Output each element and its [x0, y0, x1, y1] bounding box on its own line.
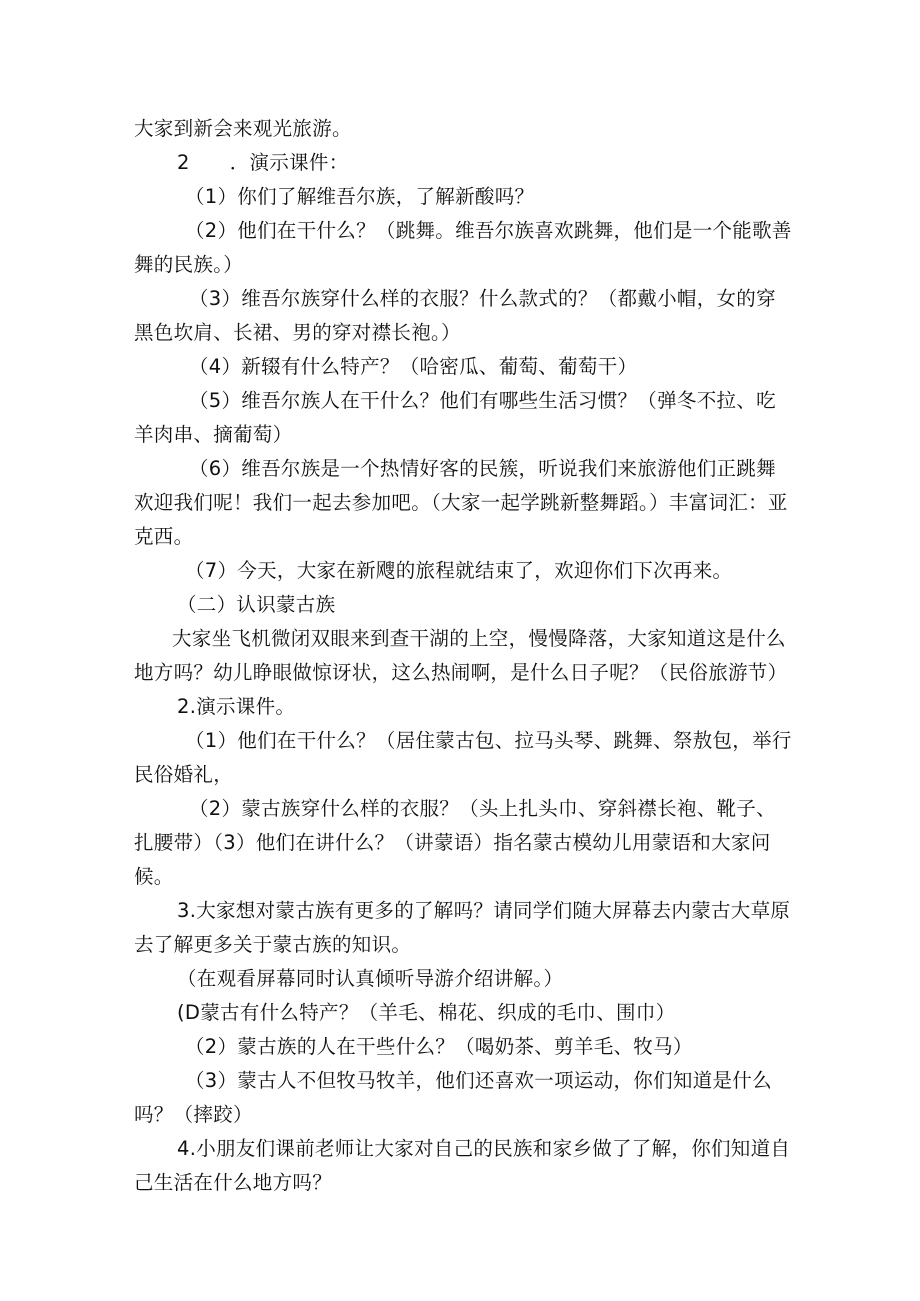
paragraph: 2.演示课件。 — [177, 695, 296, 718]
paragraph: （2）蒙古族的人在干些什么？（喝奶茶、剪羊毛、牧马） — [185, 1035, 693, 1058]
paragraph: （6）维吾尔族是一个热情好客的民簇，听说我们来旅游他们正跳舞欢迎我们呢！我们一起去参加吧。（大家一起学跳新整舞蹈。）丰富词汇：亚克西。 — [134, 457, 788, 548]
paragraph: （在观看屏幕同时认真倾听导游介绍讲解。） — [177, 967, 564, 990]
paragraph: （5）维吾尔族人在干什么？他们有哪些生活习惯？（弹冬不拉、吃羊肉串、摘葡萄） — [134, 389, 776, 446]
list-number: 2 — [177, 151, 190, 174]
paragraph: （4）新辍有什么特产？（哈密瓜、葡萄、葡萄干） — [189, 355, 638, 378]
paragraph: （2）蒙古族穿什么样的衣服？（头上扎头巾、穿斜襟长袍、靴子、扎腰带）（3）他们在讲什么？（讲蒙语）指名蒙古模幼儿用蒙语和大家问候。 — [134, 797, 776, 888]
paragraph: （1）他们在干什么？（居住蒙古包、拉马头琴、跳舞、祭敖包，举行民俗婚礼， — [134, 729, 792, 786]
paragraph: （3）维吾尔族穿什么样的衣服？什么款式的？（都戴小帽，女的穿黑色坎肩、长裙、男的穿对襟长袍。） — [134, 287, 776, 344]
paragraph: 大家到新会来观光旅游。 — [134, 117, 352, 140]
paragraph: 4.小朋友们课前老师让大家对自己的民族和家乡做了了解，你们知道自己生活在什么地方吗？ — [134, 1137, 791, 1194]
paragraph: 大家坐飞机微闭双眼来到查干湖的上空，慢慢降落，大家知道这是什么地方吗？幼儿睁眼做惊讶状，这么热闹啊，是什么日子呢？（民俗旅游节） — [134, 627, 788, 684]
paragraph: （3）蒙古人不但牧马牧羊，他们还喜欢一项运动，你们知道是什么吗？（摔跤） — [134, 1069, 772, 1126]
list-item-label: ．演示课件： — [229, 151, 349, 174]
paragraph: 3.大家想对蒙古族有更多的了解吗？请同学们随大屏幕去内蒙古大草原去了解更多关于蒙古族的知识。 — [134, 899, 791, 956]
paragraph: (D蒙古有什么特产？（羊毛、棉花、织成的毛巾、围巾） — [177, 1001, 676, 1024]
list-item-heading — [134, 146, 794, 180]
document-body — [134, 112, 794, 1200]
paragraph: （1）你们了解维吾尔族，了解新酸吗？ — [185, 185, 535, 208]
paragraph: （2）他们在干什么？（跳舞。维吾尔族喜欢跳舞，他们是一个能歌善舞的民族。） — [134, 219, 792, 276]
section-heading: （二）认识蒙古族 — [177, 593, 336, 616]
paragraph: （7）今天，大家在新飕的旅程就结束了，欢迎你们下次再来。 — [185, 559, 733, 582]
